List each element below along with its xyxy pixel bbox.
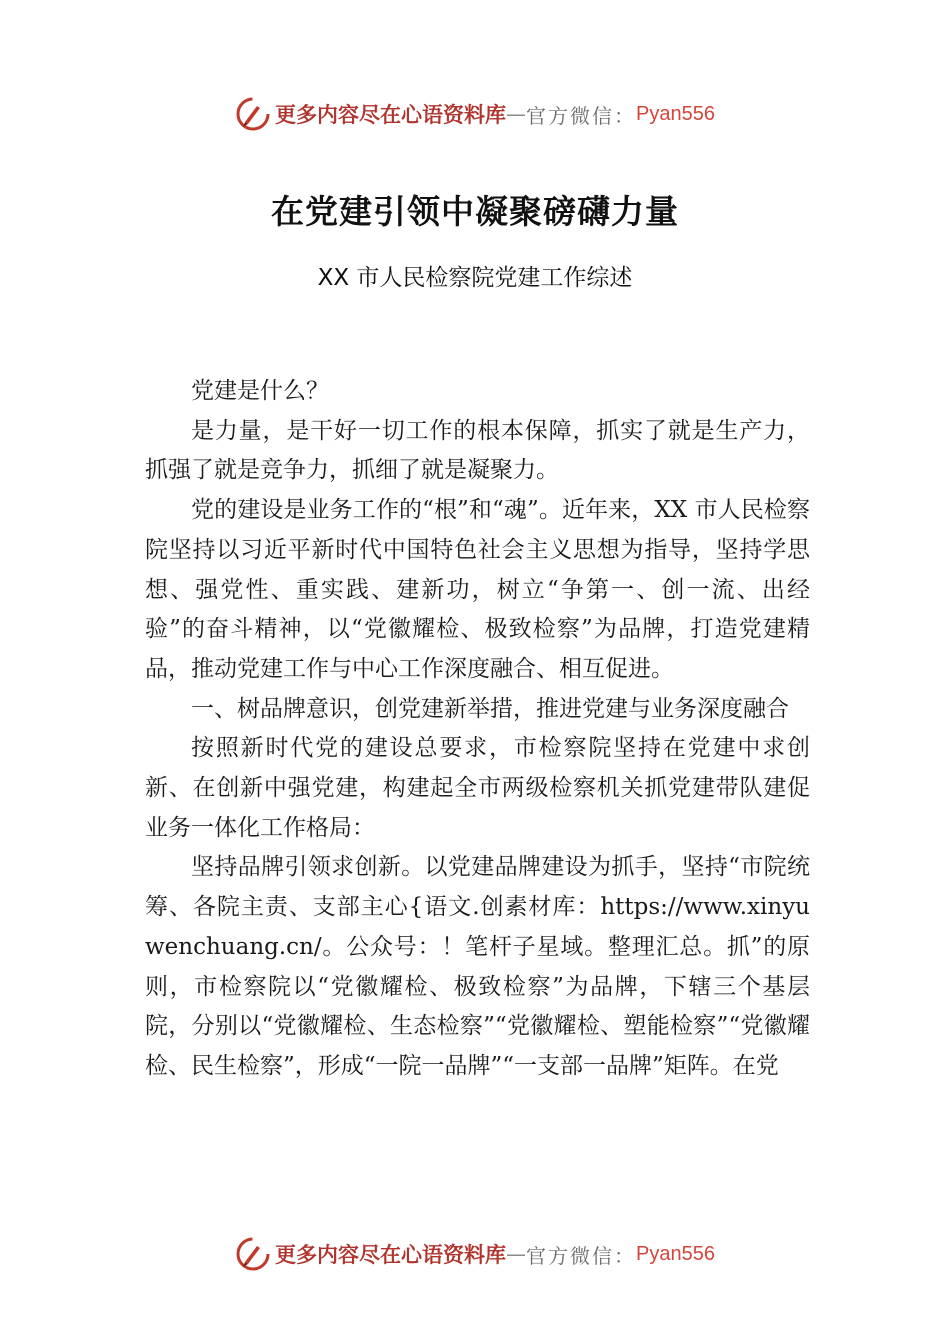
banner-official-text: 官方微信： xyxy=(526,103,637,128)
paragraph: 党的建设是业务工作的“根”和“魂”。近年来，XX 市人民检察院坚持以习近平新时代中国特色社会主义思想为指导，坚持学思想、强党性、重实践、建新功，树立“争第一、创一流、出经验”的奋斗精神，以“党徽耀检、极致检察”为品牌，打造党建精品，推动党建工作与中心工作深度融合、相互促进。 xyxy=(145,497,810,682)
footer-banner xyxy=(0,1232,950,1276)
pen-swirl-logo-icon xyxy=(235,1236,271,1272)
banner-official-text: 官方微信： xyxy=(526,1243,637,1268)
document-title: 在党建引领中凝聚磅礴力量 xyxy=(271,192,679,231)
banner-main-text: 更多内容尽在心语资料库 xyxy=(275,102,507,127)
banner-dash: — xyxy=(506,102,527,126)
banner-account-id: Pyan556 xyxy=(636,1242,715,1265)
header-banner xyxy=(0,92,950,136)
paragraph: 按照新时代党的建设总要求，市检察院坚持在党建中求创新、在创新中强党建，构建起全市两级检察机关抓党建带队建促业务一体化工作格局： xyxy=(145,735,810,841)
banner-account-id: Pyan556 xyxy=(636,102,715,125)
pen-swirl-logo-icon xyxy=(235,96,271,132)
document-body xyxy=(145,372,810,1087)
paragraph: 坚持品牌引领求创新。以党建品牌建设为抓手，坚持“市院统筹、各院主责、支部主心{语文.创素材库：https://www.xinyuwenchuang.cn/。公众号：！笔杆子星域。整理汇总。抓”的原则，市检察院以“党徽耀检、极致检察”为品牌，下辖三个基层院，分别以“党徽耀检、生态检察”“党徽耀检、塑能检察”“党徽耀检、民生检察”，形成“一院一品牌”“一支部一品牌”矩阵。在党 xyxy=(145,854,810,1079)
banner-main-text: 更多内容尽在心语资料库 xyxy=(275,1242,507,1267)
section-heading: 一、树品牌意识，创党建新举措，推进党建与业务深度融合 xyxy=(191,695,789,722)
paragraph: 党建是什么？ xyxy=(191,378,329,404)
document-subtitle: XX 市人民检察院党建工作综述 xyxy=(317,265,633,291)
banner-dash: — xyxy=(506,1242,527,1266)
paragraph: 是力量，是干好一切工作的根本保障，抓实了就是生产力，抓强了就是竞争力，抓细了就是凝聚力。 xyxy=(145,417,810,484)
